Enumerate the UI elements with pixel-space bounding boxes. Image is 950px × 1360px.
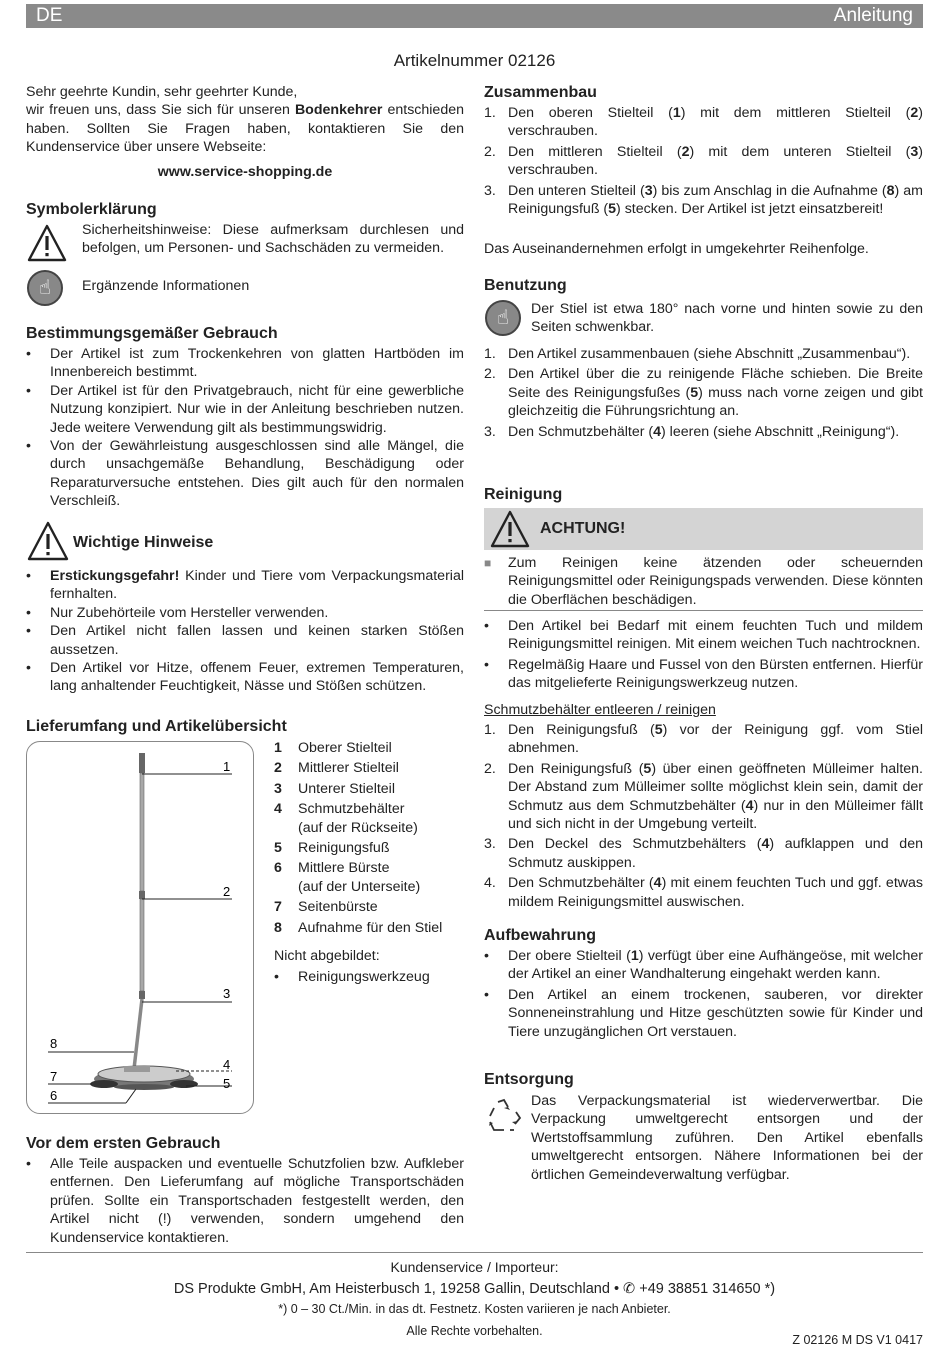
list-item: 4 Schmutzbehälter (auf der Rückseite)	[274, 801, 418, 836]
document-code: Z 02126 M DS V1 0417	[792, 1333, 923, 1347]
cleaning-title: Reinigung	[484, 486, 563, 503]
storage-list	[484, 947, 923, 1041]
list-item: • Von der Gewährleistung ausgeschlossen sind alle Mängel, die durch unsachgemäße Behandlung, Beschädigung oder Reparaturversuche entstehen. Dies gilt auch für den normalen Verschleiß.	[26, 438, 464, 510]
list-item: 8 Aufnahme für den Stiel	[274, 919, 443, 936]
divider	[484, 610, 923, 611]
list-item: 3. Den Schmutzbehälter (4) leeren (siehe Abschnitt „Reinigung“).	[484, 423, 900, 440]
disposal-title: Entsorgung	[484, 1071, 574, 1088]
usage-title: Benutzung	[484, 277, 567, 294]
important-notes-list	[26, 567, 464, 696]
parts-list	[274, 739, 464, 939]
list-item: ■ Zum Reinigen keine ätzenden oder scheuernden Reinigungsmittel oder Reinigungspads verwenden. Diese könnten die Oberflächen beschädigen.	[484, 555, 923, 608]
footer-divider	[26, 1252, 923, 1253]
callout-1: 1	[223, 759, 231, 774]
list-item: 2. Den Reinigungsfuß (5) über einen geöffneten Mülleimer halten. Der Abstand zum Mülleimer sollte möglichst klein sein, damit der Schmutz aus dem Schmutzbehälter (4) nur in den Mülleimer fällt und sich nicht in der Umgebung verteilt.	[484, 760, 924, 833]
symbols-title: Symbolerklärung	[26, 201, 157, 218]
list-item: 4. Den Schmutzbehälter (4) mit einem feuchten Tuch und ggf. etwas mildem Reinigungsmittel auswischen.	[484, 875, 923, 910]
list-item: • Der Artikel ist für den Privatgebrauch, nicht für eine gewerbliche Nutzung konzipiert. Nur wie in der Anleitung beschrieben nutzen. Jede weitere Verwendung gilt als bestimmungswidrig.	[26, 382, 464, 436]
not-shown-label: Nicht abgebildet:	[274, 948, 380, 964]
article-number: Artikelnummer 02126	[393, 51, 556, 70]
intended-use-list	[26, 345, 464, 511]
warning-icon	[27, 224, 67, 262]
first-use-list	[26, 1155, 464, 1247]
list-item: • Den Artikel vor Hitze, offenem Feuer, extremen Temperaturen, lang anhaltender Feuchtigkeit, Nässe und Stößen schützen.	[26, 660, 464, 695]
intended-use-title: Bestimmungsgemäßer Gebrauch	[26, 325, 278, 342]
list-item: 2. Den mittleren Stielteil (2) mit dem unteren Stielteil (3) verschrauben.	[484, 143, 923, 179]
warning-bar	[484, 508, 923, 550]
recycling-icon	[484, 1096, 524, 1136]
cleaning-subtitle: Schmutzbehälter entleeren / reinigen	[484, 702, 716, 718]
callout-2: 2	[223, 884, 231, 899]
list-item: 1. Den Artikel zusammenbauen (siehe Abschnitt „Zusammenbau“).	[484, 346, 911, 362]
info-hand-icon: ☝	[27, 270, 63, 306]
intro-text: wir freuen uns, dass Sie sich für unseren Bodenkehrer entschieden haben. Sollten Sie Fragen haben, kontaktieren Sie den Kundenservice über unsere Webseite:	[26, 102, 464, 156]
list-item: • Erstickungsgefahr! Kinder und Tiere vom Verpackungsmaterial fernhalten.	[26, 568, 464, 603]
list-item: 3 Unterer Stielteil	[274, 780, 395, 797]
info-symbol-text: Ergänzende Informationen	[82, 278, 250, 294]
callout-4: 4	[223, 1057, 231, 1072]
list-item: • Regelmäßig Haare und Fussel von den Bürsten entfernen. Hierfür das mitgelieferte Reinigungswerkzeug nutzen.	[484, 656, 923, 692]
language-label: DE	[36, 5, 63, 26]
greeting: Sehr geehrte Kundin, sehr geehrter Kunde,	[26, 84, 298, 100]
list-item: • Den Artikel bei Bedarf mit einem feuchten Tuch und mildem Reinigungsmittel reinigen. Mit einem weichen Tuch nachtrocknen.	[484, 618, 923, 653]
cleaning-list	[484, 617, 923, 693]
list-item: 7 Seitenbürste	[274, 899, 378, 916]
not-shown-list	[274, 968, 464, 986]
document-type-label: Anleitung	[833, 5, 913, 26]
assembly-note: Das Auseinandernehmen erfolgt in umgekehrter Reihenfolge.	[484, 241, 869, 257]
list-item: 2 Mittlerer Stielteil	[274, 760, 399, 777]
first-use-title: Vor dem ersten Gebrauch	[26, 1135, 221, 1152]
cleaning-warning-list	[484, 554, 923, 609]
list-item: • Reinigungswerkzeug	[274, 969, 430, 985]
callout-3: 3	[223, 986, 231, 1001]
list-item: 3. Den Deckel des Schmutzbehälters (4) aufklappen und den Schmutz auskippen.	[484, 836, 923, 871]
callout-7: 7	[50, 1069, 58, 1084]
warning-icon	[27, 521, 69, 561]
list-item: 1 Oberer Stielteil	[274, 740, 392, 756]
storage-title: Aufbewahrung	[484, 927, 596, 944]
usage-steps	[484, 345, 923, 443]
warning-label: ACHTUNG!	[540, 520, 626, 537]
callout-6: 6	[50, 1088, 58, 1103]
footer-address: DS Produkte GmbH, Am Heisterbusch 1, 19258 Gallin, Deutschland • ✆ +49 38851 314650 *)	[173, 1281, 776, 1297]
list-item: 6 Mittlere Bürste (auf der Unterseite)	[274, 860, 421, 895]
info-hand-icon: ☝	[485, 300, 521, 336]
assembly-steps	[484, 104, 923, 220]
list-item: 1. Den oberen Stielteil (1) mit dem mittleren Stielteil (2) verschrauben.	[484, 105, 923, 140]
footer-label: Kundenservice / Importeur:	[390, 1259, 559, 1275]
list-item: 2. Den Artikel über die zu reinigende Fläche schieben. Die Breite Seite des Reinigungsfußes (5) muss nach vorne zeigen und gibt gleichzeitig die Führungsrichtung an.	[484, 366, 923, 420]
list-item: • Der obere Stielteil (1) verfügt über eine Aufhängeöse, mit welcher der Artikel an einer Wandhalterung eingehakt werden kann.	[484, 948, 923, 983]
important-notes-title: Wichtige Hinweise	[73, 534, 214, 551]
disposal-text: Das Verpackungsmaterial ist wiederverwertbar. Die Verpackung umweltgerecht entsorgen und der Wertstoffsammlung zuführen. Den Artikel ebenfalls umweltgerecht entsorgen. Nähere Informationen bei der örtlichen Gemeindeverwaltung verfügbar.	[531, 1093, 923, 1183]
callout-5: 5	[223, 1076, 231, 1091]
list-item: 5 Reinigungsfuß	[274, 840, 390, 857]
warning-icon	[490, 510, 530, 548]
usage-info-text: Der Stiel ist etwa 180° nach vorne und hinten sowie zu den Seiten schwenkbar.	[531, 301, 923, 336]
list-item: • Der Artikel ist zum Trockenkehren von glatten Hartböden im Innenbereich bestimmt.	[26, 346, 464, 381]
header-bar	[26, 4, 923, 28]
list-item: • Alle Teile auspacken und eventuelle Schutzfolien bzw. Aufkleber entfernen. Den Lieferumfang auf mögliche Transportschäden prüfen. Sollte ein Transportschaden festgestellt werden, den Artikel nicht (!) verwenden, sondern umgehend den Kundenservice kontaktieren.	[26, 1156, 464, 1246]
list-item: • Nur Zubehörteile vom Hersteller verwenden.	[26, 604, 329, 621]
scope-title: Lieferumfang und Artikelübersicht	[26, 718, 287, 735]
floor-sweeper-illustration	[26, 741, 254, 1114]
intro-section	[26, 83, 464, 181]
list-item: • Den Artikel an einem trockenen, sauberen, vor direkter Sonneneinstrahlung und Hitze geschützten sowie für Kinder und Tiere unzugänglichen Ort verstauen.	[484, 986, 923, 1040]
cleaning-steps	[484, 721, 923, 911]
warning-symbol-text: Sicherheitshinweise: Diese aufmerksam durchlesen und befolgen, um Personen- und Sachschäden zu vermeiden.	[82, 222, 464, 257]
list-item: 3. Den unteren Stielteil (3) bis zum Anschlag in die Aufnahme (8) am Reinigungsfuß (5) stecken. Der Artikel ist jetzt einsatzbereit!	[484, 182, 923, 218]
footer-rights: Alle Rechte vorbehalten.	[406, 1324, 543, 1338]
callout-8: 8	[50, 1036, 58, 1051]
website-link[interactable]: www.service-shopping.de	[157, 163, 333, 180]
list-item: • Den Artikel nicht fallen lassen und keinen starken Stößen aussetzen.	[26, 623, 464, 658]
assembly-title: Zusammenbau	[484, 84, 597, 101]
footer-cost-note: *) 0 – 30 Ct./Min. in das dt. Festnetz. Kosten variieren je nach Anbieter.	[278, 1302, 671, 1316]
list-item: 1. Den Reinigungsfuß (5) vor der Reinigung ggf. vom Stiel abnehmen.	[484, 722, 923, 757]
